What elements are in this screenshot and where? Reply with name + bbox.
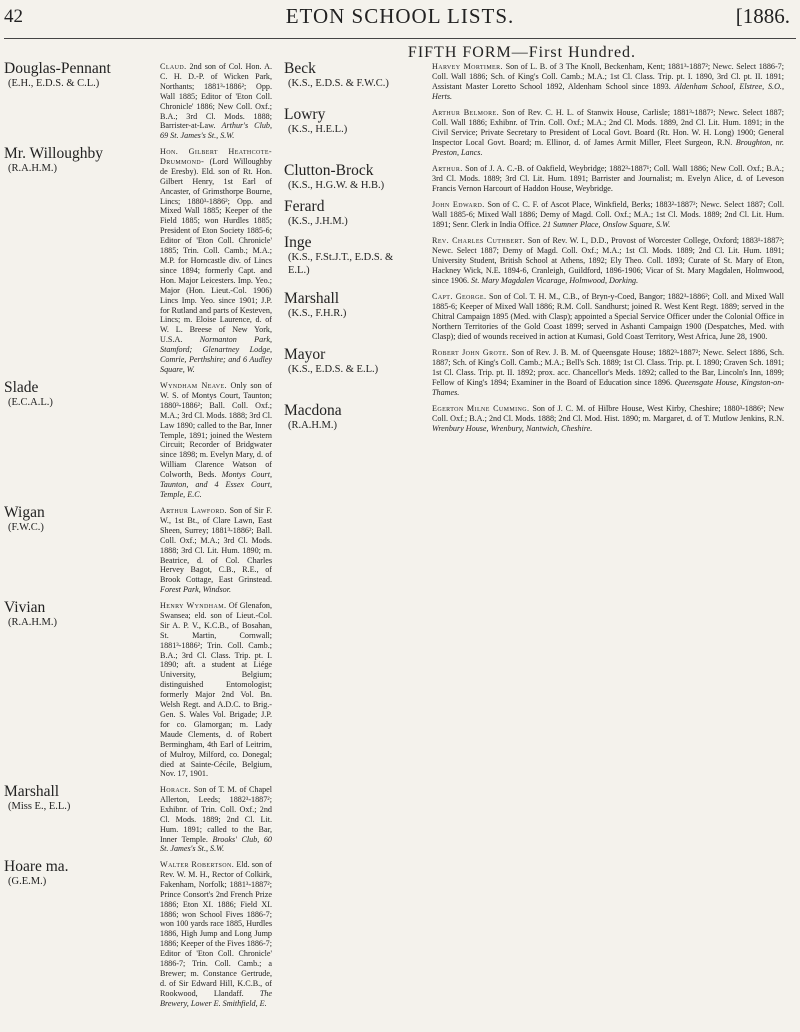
biography-entry — [160, 147, 272, 375]
mid-name-houses: (K.S., F.H.R.) — [288, 308, 347, 319]
mid-name-entry — [284, 234, 414, 277]
mid-name-entry — [284, 106, 414, 136]
mid-name-name: Mayor — [284, 346, 326, 363]
bio-forename: Claud. — [160, 62, 187, 71]
biography-entry — [432, 108, 784, 158]
left-name-houses: (F.W.C.) — [8, 522, 44, 533]
mid-name-houses: (K.S., F.St.J.T., E.D.S. & E.L.) — [288, 252, 394, 276]
biography-entry — [432, 200, 784, 230]
mid-name-entry — [284, 290, 414, 320]
page-header — [0, 4, 800, 40]
bio-address: Wrenbury House, Wrenbury, Nantwich, Cheshire. — [432, 423, 593, 433]
bio-text: Son of J. A. C.-B. of Oakfield, Weybridge; 1882³-1887¹; Coll. Wall 1886; New Coll. Oxf.; B.A.; 3rd Cl. Mods. 1889; 3rd Cl. Lit. Hum. 1891; Barrister and Journalist; m. Evelyn Alice, d. of Leveson Francis Vernon Harcourt of Haddon House, Weybridge. — [432, 164, 785, 193]
left-name-entry — [4, 60, 154, 90]
bio-address: Queensgate House, Kingston-on-Thames. — [432, 377, 785, 397]
biography-entry — [432, 62, 784, 102]
bio-text: 2nd son of Col. Hon. A. C. H. D.-P. of Wicken Park, Northants; 1881³-1886²; Opp. Wall 1885; Editor of 'Eton Coll. Chronicle' 1886; New Coll. Oxf.; B.A.; 3rd Cl. Mods. 1888; Barrister-at-Law. — [160, 62, 272, 131]
bio-text: Son of Sir F. W., 1st Bt., of Clare Lawn, East Sheen, Surrey; 1881³-1886²; Ball. Coll. Oxf.; M.A.; 3rd Cl. Mods. 1888; 3rd Cl. Lit. Hum. 1890; m. Beatrice, d. of Col. Charles Hervey Bagot, C.B., R.E., of Brook Cottage, East Grinstead. — [160, 506, 273, 585]
bio-text: Son of J. C. M. of Hilbre House, West Kirby, Cheshire; 1880³-1886²; New Coll. Oxf.; B.A.; 2nd Cl. Mods. 1888; 2nd Cl. Mod. Hist. 1890; m. Margaret, d. of T. Mutlow Jenkins, R.N. — [432, 404, 784, 423]
bio-forename: Arthur Belmore. — [432, 108, 500, 117]
page-year: [1886. — [735, 4, 790, 28]
left-name-entry — [4, 599, 154, 629]
biography-entry — [160, 381, 272, 500]
biography-entry — [432, 236, 784, 286]
biography-entry — [432, 348, 784, 398]
bio-address: Broughton, nr. Preston, Lancs. — [432, 137, 785, 157]
page-number: 42 — [4, 6, 23, 27]
mid-name-name: Inge — [284, 234, 312, 251]
mid-name-name: Beck — [284, 60, 316, 77]
bio-text: Of Glenafon, Swansea; eld. son of Lieut.-Col. Sir A. P. V., K.C.B., of Bosahan, St. Martin, Cornwall; 1881³-1886²; Trin. Coll. Camb.; B.A.; 3rd Cl. Class. Trip. pt. I. 1890; aft. a student at Liége University, Belgium; distinguished Entomologist; formerly Major 2nd Vol. Bn. Welsh Regt. and A.D.C. to Brig.-Gen. S. Wales Vol. Brigade; J.P. for co. Glamorgan; m. Lady Maude Clements, d. of Robert Bermingham, 4th Earl of Leitrim, of Mulroy, Milford, co. Donegal; died at Sainte-Cécile, Belgium, Nov. 17, 1901. — [160, 601, 272, 779]
bio-forename: John Edward. — [432, 200, 485, 209]
biography-entry — [160, 860, 272, 1009]
bio-address: Arthur's Club, 69 St. James's St., S.W. — [160, 121, 273, 141]
left-name-name: Vivian — [4, 599, 46, 616]
bio-text: Son of Rev. C. H. L. of Stanwix House, Carlisle; 1881³-1887²; Newc. Select 1887; Coll. Wall 1886; Exhibnr. of Trin. Coll. Oxf.; M.A.; 2nd Cl. Mods. 1889, 2nd Cl. Lit. Hum. 1891; in the Civil Service; Private Secretary to President of Local Govt. Board (Rt. Hon. W. H. Long) 1900; General Inspector Local Govt. Board; m. Ellinor, d. of James Armit Miller, Fleet Surgeon, R.N. — [432, 108, 784, 147]
left-name-name: Wigan — [4, 504, 45, 521]
bio-text: (Lord Willoughby de Eresby). Eld. son of Rt. Hon. Gilbert Henry, 1st Earl of Ancaster, of Grimsthorpe Bourne, Lincs; 1880³-1886²; Opp. and Mixed Wall 1885; Keeper of the Field 1885; won Hurdles 1885; President of Eton Society 1885-6; Editor of 'Eton Coll. Chronicle' 1885; Trin. Coll. Camb.; M.A.; M.P. for Horncastle div. of Lincs since 1894; formerly Capt. and Hon. Major Leicesters. Imp. Yeo.; Major (Hon. Lieut.-Col. 1906) Lincs Imp. Yeo. since 1901; J.P. for Rutland and parts of Kesteven, Lincs; m. Eloise Laurence, d. of W. L. Breese of New York, U.S.A. — [160, 156, 272, 345]
bio-address: Aldenham School, Elstree, S.O., Herts. — [432, 81, 784, 101]
biography-entry — [160, 62, 272, 141]
mid-name-houses: (R.A.H.M.) — [288, 420, 337, 431]
mid-name-entry — [284, 60, 414, 90]
bio-text: Son of C. C. F. of Ascot Place, Winkfield, Berks; 1883²-1887²; Newc. Select 1887; Coll. Wall 1885-6; Mixed Wall 1886; Demy of Magd. Coll. Oxf.; M.A.; 1st Cl. Mods. 1889; 2nd Cl. Lit. Hum. 1891; Senr. Clerk in India Office. — [432, 200, 784, 229]
left-name-entry — [4, 379, 154, 409]
biography-entry — [432, 164, 784, 194]
bio-text: Son of L. B. of 3 The Knoll, Beckenham, Kent; 1881³-1887²; Newc. Select 1886-7; Coll. Wall 1886; Sch. of King's Coll. Camb.; M.A.; 1st Cl. Class. Trip. pt. I. 1890, 3rd Cl. pt. II. 1891; Assistant Master Loretto School 1892, Aldenham School since 1893. — [432, 62, 784, 91]
bio-address: Montys Court, Taunton, and 4 Essex Court, Temple, E.C. — [160, 470, 273, 499]
bio-text: Eld. son of Rev. W. M. H., Rector of Colkirk, Fakenham, Norfolk; 1881³-1887²; Prince Consort's 2nd French Prize 1886; Eton XI. 1886; Field XI. 1886; won School Fives 1886-7; won 100 yards race 1885, Hurdles 1886, High Jump and Long Jump 1886; Keeper of the Fives 1886-7; Editor of 'Eton Coll. Chronicle' 1886-7; Trin. Coll. Camb.; a Brewer; m. Constance Gertrude, d. of Sir Edward Hill, K.C.B., of Rookwood, Llandaff. — [160, 860, 273, 998]
mid-name-houses: (K.S., H.E.L.) — [288, 124, 348, 135]
mid-name-name: Lowry — [284, 106, 326, 123]
left-name-name: Slade — [4, 379, 39, 396]
biography-entry — [432, 292, 784, 342]
mid-name-name: Ferard — [284, 198, 325, 215]
left-name-name: Douglas-Pennant — [4, 60, 111, 77]
mid-name-entry — [284, 402, 414, 432]
left-name-houses: (E.C.A.L.) — [8, 397, 53, 408]
bio-forename: Robert John Grote. — [432, 348, 509, 357]
biography-entry — [432, 404, 784, 434]
bio-address: Forest Park, Windsor. — [160, 585, 232, 595]
bio-forename: Hon. Gilbert Heathcote-Drummond- — [160, 147, 272, 166]
mid-name-houses: (K.S., E.D.S. & F.W.C.) — [288, 78, 389, 89]
bio-forename: Wyndham Neave. — [160, 381, 227, 390]
mid-name-entry — [284, 198, 414, 228]
header-rule — [4, 38, 796, 39]
biography-entry — [160, 601, 272, 779]
left-name-entry — [4, 504, 154, 534]
mid-name-houses: (K.S., J.H.M.) — [288, 216, 348, 227]
bio-address: Normanton Park, Stamford; Glenartney Lodge, Comrie, Perthshire; and 6 Audley Square, W. — [160, 335, 273, 374]
bio-forename: Capt. George. — [432, 292, 487, 301]
bio-text: Son of Rev. W. I., D.D., Provost of Worcester College, Oxford; 1883¹-1887²; Newc. Select 1887; Demy of Magd. Coll. Oxf.; M.A.; 1st Cl. Mods. 1889; 2nd Cl. Lit. Hum. 1891; University Student, British School at Athens, 1892; Ely Theo. Coll. 1893; Curate of St. Mary of Eton, Hackney Wick, N.E. 1894-6, Cranleigh, Guildford, 1896-1906; Vicar of St. Mary Magdalen, Holmwood, since 1906. — [432, 236, 785, 285]
bio-text: Son of Rev. J. B. M. of Queensgate House; 1882³-1887²; Newc. Select 1886, Sch. 1887; Sch. of King's Coll. Camb.; M.A.; Bell's Sch. 1889; 1st Cl. Class. Trip. pt. I. 1890; Craven Sch. 1891; 1st Cl. Class. Trip. pt. II. 1892; prox. acc. Chancellor's Meds. 1892; called to the Bar, Lincoln's Inn, 1899; Fellow of King's 1894; Examiner in the Board of Education since 1896. — [432, 348, 785, 387]
bio-forename: Rev. Charles Cuthbert. — [432, 236, 526, 245]
bio-text: Son of Col. T. H. M., C.B., of Bryn-y-Coed, Bangor; 1882³-1886²; Coll. and Mixed Wall 1885-6; Keeper of Mixed Wall 1886; R.M. Coll. Sandhurst; joined R. West Kent Regt. 1889; served in the Chitral Campaign 1895 (Med. with Clasp); appointed a Special Service Officer under the Colonial Office in Northern Territories of the Gold Coast 1899; served in Ashanti Campaign 1900 (Despatches, Med. with Clasp); died of wounds received in action at Kumasi, Gold Coast Territory, West Africa, June 28, 1900. — [432, 292, 785, 341]
bio-address: The Brewery, Lower E. Smithfield, E. — [160, 988, 273, 1008]
mid-name-name: Marshall — [284, 290, 340, 307]
mid-name-houses: (K.S., H.G.W. & H.B.) — [288, 180, 385, 191]
bio-text: Son of T. M. of Chapel Allerton, Leeds; 1882³-1887²; Exhibnr. of Trin. Coll. Oxf.; 2nd Cl. Mods. 1889; 2nd Cl. Lit. Hum. 1891; called to the Bar, Inner Temple. — [160, 785, 273, 844]
left-name-entry — [4, 145, 154, 175]
left-name-houses: (R.A.H.M.) — [8, 617, 57, 628]
biography-entry — [160, 785, 272, 854]
mid-name-entry — [284, 346, 414, 376]
bio-address: 21 Sumner Place, Onslow Square, S.W. — [542, 219, 671, 229]
left-name-houses: (E.H., E.D.S. & C.L.) — [8, 78, 100, 89]
left-name-houses: (G.E.M.) — [8, 876, 47, 887]
mid-name-name: Clutton-Brock — [284, 162, 374, 179]
left-name-name: Hoare ma. — [4, 858, 69, 875]
bio-text: Only son of W. S. of Montys Court, Taunton; 1880³-1886²; Ball. Coll. Oxf.; M.A.; 3rd Cl. Mods. 1888; 3rd Cl. Law 1890; called to the Bar, Inner Temple, 1891; joined the Western Circuit; Recorder of Bridgwater since 1898; m. Evelyn Mary, d. of William Clarence Watson of Colworth, Beds. — [160, 381, 273, 480]
bio-address: Brooks' Club, 60 St. James's St., S.W. — [160, 834, 272, 854]
biography-entry — [160, 506, 272, 595]
bio-forename: Harvey Mortimer. — [432, 62, 503, 71]
mid-name-houses: (K.S., E.D.S. & E.L.) — [288, 364, 379, 375]
left-name-houses: (R.A.H.M.) — [8, 163, 57, 174]
mid-name-name: Macdona — [284, 402, 342, 419]
form-heading: FIFTH FORM—First Hundred. — [407, 44, 637, 61]
bio-forename: Henry Wyndham. — [160, 601, 227, 610]
left-name-entry — [4, 783, 154, 813]
bio-forename: Horace. — [160, 785, 192, 794]
bio-forename: Walter Robertson. — [160, 860, 235, 869]
left-name-entry — [4, 858, 154, 888]
mid-name-entry — [284, 162, 414, 192]
page-title: ETON SCHOOL LISTS. — [285, 4, 515, 28]
bio-address: St. Mary Magdalen Vicarage, Holmwood, Dorking. — [471, 275, 639, 285]
bio-forename: Arthur Lawford. — [160, 506, 227, 515]
left-name-name: Mr. Willoughby — [4, 145, 103, 162]
left-name-name: Marshall — [4, 783, 60, 800]
bio-forename: Arthur. — [432, 164, 463, 173]
bio-forename: Egerton Milne Cumming. — [432, 404, 530, 413]
left-name-houses: (Miss E., E.L.) — [8, 801, 71, 812]
